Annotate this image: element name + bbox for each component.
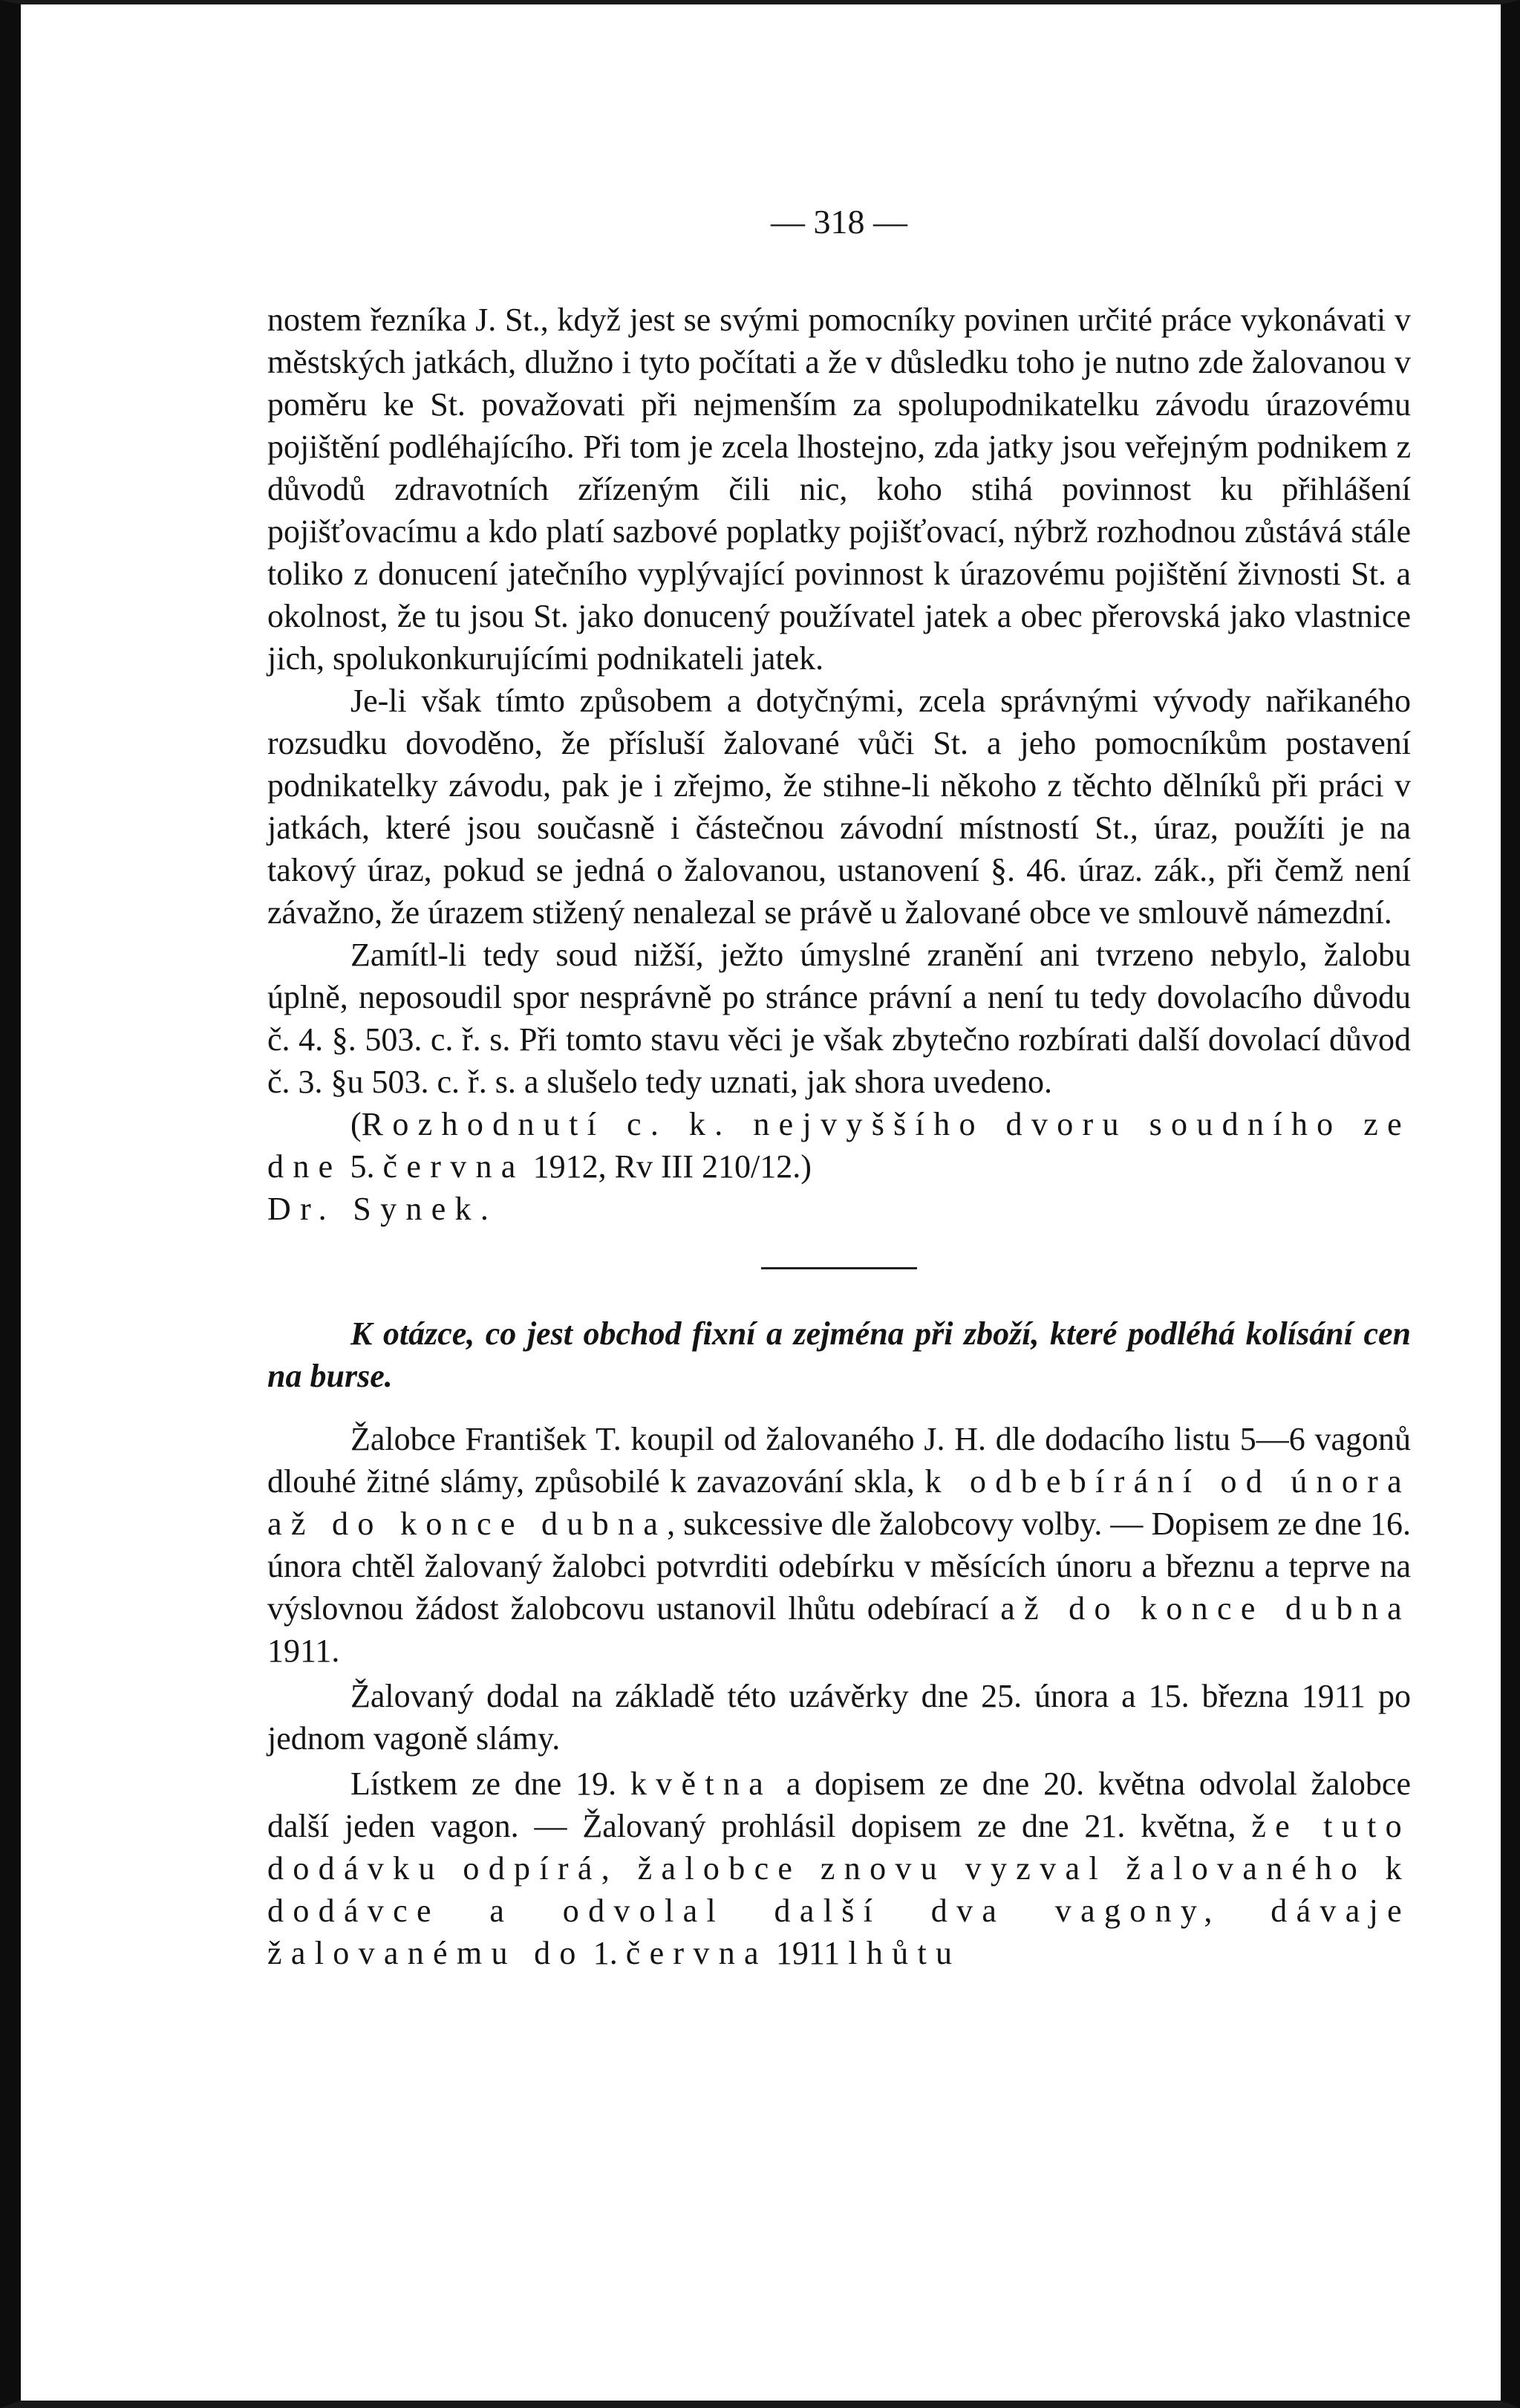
corr-spaced-2: že tuto dodávku odpírá, žalobce znovu vyzval žalovaného k dodávce a odvolal další dva vagony, dávaje žalovanému do <box>267 1808 1412 1971</box>
facts-text-2: , sukcessive dle žalobcovy volby. — Dopisem ze dne 16. února chtěl žalovaný žalobci potvrditi odebírku v měsících únoru a březnu a teprve na výslovnou žádost žalobcovu ustanovil lhůtu odebírací <box>267 1506 1411 1627</box>
corr-spaced-1: května <box>630 1766 773 1802</box>
section-divider <box>761 1267 917 1269</box>
citation-day: 5. <box>342 1148 383 1185</box>
paragraph-correspondence <box>267 1763 1411 1974</box>
signature-text: Dr. Synek. <box>267 1191 498 1227</box>
citation-reference: 1912, Rv III 210/12.) <box>524 1148 812 1185</box>
facts-text-3: 1911. <box>267 1633 340 1669</box>
citation-court-spaced: Rozhodnutí c. k. nejvyššího dvoru soudního ze dne <box>267 1106 1411 1185</box>
corr-text-2: a dopisem ze dne 20. května odvolal žalobce další jeden vagon. — Žalovaný prohlásil dopisem ze dne 21. května, <box>267 1766 1411 1844</box>
corr-text-3: 1. <box>584 1935 626 1971</box>
paragraph-conclusion: Zamítl-li tedy soud nižší, ježto úmyslné zranění ani tvrzeno nebylo, žalobu úplně, neposoudil spor nesprávně po stránce právní a není tu tedy dovolacího důvodu č. 4. §. 503. c. ř. s. Při tomto stavu věci je však zbytečno rozbírati další dovolací důvod č. 3. §u 503. c. ř. s. a slušelo tedy uznati, jak shora uvedeno. <box>267 937 1411 1100</box>
corr-text-4: 1911 <box>767 1935 849 1971</box>
corr-spaced-4: lhůtu <box>848 1935 962 1971</box>
corr-text-1: Lístkem ze dne 19. <box>350 1766 630 1802</box>
citation-month-spaced: června <box>382 1148 525 1185</box>
facts-spaced-2: až do konce dubna <box>1000 1590 1411 1627</box>
paragraph-facts <box>267 1418 1411 1672</box>
paragraph-reasoning: Je-li však tímto způsobem a dotyčnými, zcela správnými vývody nařikaného rozsudku dovoděno, že přísluší žalované vůči St. a jeho pomocníkům postavení podnikatelky závodu, pak je i zřejmo, že stihne-li někoho z těchto dělníků při práci v jatkách, které jsou současně i částečnou závodní místností St., úraz, použíti je na takový úraz, pokud se jedná o žalovanou, ustanovení §. 46. úraz. zák., při čemž není závažno, že úrazem stižený nenalezal se právě u žalované obce ve smlouvě námezdní. <box>267 683 1411 931</box>
paragraph-delivery: Žalovaný dodal na základě této uzávěrky dne 25. února a 15. března 1911 po jednom vagoně slámy. <box>267 1678 1411 1757</box>
article-title: K otázce, co jest obchod fixní a zejména při zboží, které podléhá kolísání cen na burse. <box>267 1315 1411 1394</box>
facts-spaced-1: k odbebírání od února až do konce dubna <box>267 1463 1412 1542</box>
page-number: — 318 — <box>771 203 907 241</box>
corr-spaced-3: června <box>625 1935 768 1971</box>
citation-open: ( <box>350 1106 362 1142</box>
document-page <box>267 201 1411 1974</box>
decision-citation <box>267 1103 1411 1188</box>
facts-text-1: Žalobce František T. koupil od žalovaného J. H. dle dodacího listu 5—6 vagonů dlouhé žitné slámy, způsobilé k zavazování skla, <box>267 1421 1411 1500</box>
author-signature <box>267 1188 1389 1230</box>
paragraph-continuation: nostem řezníka J. St., když jest se svými pomocníky povinen určité práce vykonávati v městských jatkách, dlužno i tyto počítati a že v důsledku toho je nutno zde žalovanou v poměru ke St. považovati při nejmenším za spolupodnikatelku závodu úrazovému pojištění podléhajícího. Při tom je zcela lhostejno, zda jatky jsou veřejným podnikem z důvodů zdravotních zřízeným čili nic, koho stihá povinnost ku přihlášení pojišťovacímu a kdo platí sazbové poplatky pojišťovací, nýbrž rozhodnou zůstává stále toliko z donucení jatečního vyplývající povinnost k úrazovému pojištění živnosti St. a okolnost, že tu jsou St. jako donucený používatel jatek a obec přerovská jako vlastnice jich, spolukonkurujícími podnikateli jatek. <box>267 302 1411 677</box>
